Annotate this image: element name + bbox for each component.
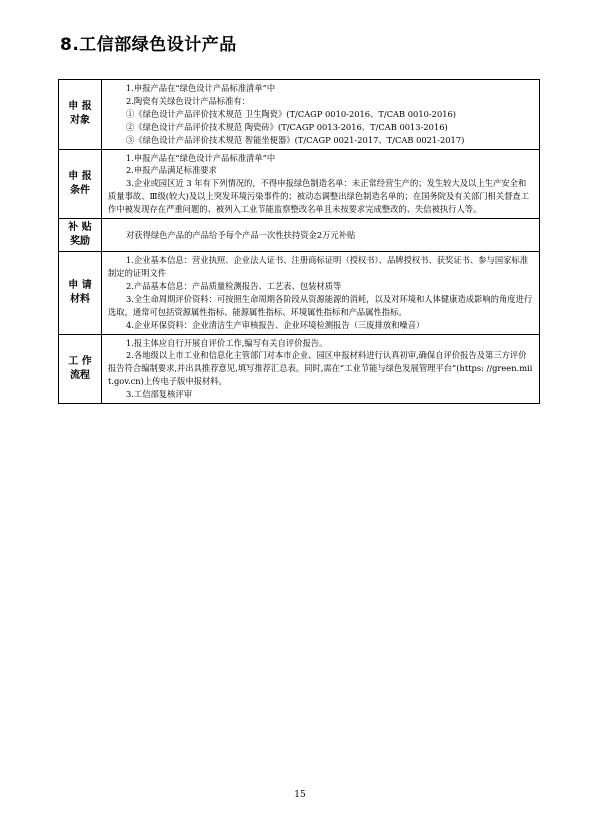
table-row xyxy=(59,334,540,404)
row-content: 1.报主体应自行开展自评价工作,编写有关自评价报告。 2.各地级以上市工业和信息化主管部门对本市企业、园区申报材料进行认真初审,确保自评价报告及第三方评价报告符合编制要求,并出具推荐意见,填写推荐汇总表。同时,需在“工业节能与绿色发展管理平台”(https: //green.miit.gov.cn)上传电子版申报材料。 3.工信部复核评审 xyxy=(102,334,540,404)
table-row xyxy=(59,252,540,334)
table-row xyxy=(59,149,540,219)
row-label: 工 作 流程 xyxy=(59,334,102,404)
page-number: 15 xyxy=(294,790,306,800)
row-content: 对获得绿色产品的产品给予每个产品一次性扶持资金2万元补贴 xyxy=(102,219,540,252)
page-title: 8.工信部绿色设计产品 xyxy=(60,35,237,55)
row-content: 1.申报产品在“绿色设计产品标准清单”中 2.申报产品满足标准要求 3.企业或园区近 3 年有下列情况的，不得申报绿色制造名单：未正常经营生产的；发生较大及以上生产安全和质量事故、Ⅲ级(较大)及以上突发环境污染事件的；被动态调整出绿色制造名单的；在国务院及有关部门相关督查工作中被发现存在严重问题的、被列入工业节能监察整改名单且未按要求完成整改的、失信被执行人等。 xyxy=(102,149,540,219)
row-label: 申 报 条件 xyxy=(59,149,102,219)
table-row xyxy=(59,80,540,150)
info-table xyxy=(58,79,540,404)
row-content: 1.申报产品在“绿色设计产品标准清单”中 2.陶瓷有关绿色设计产品标准有： ①《绿色设计产品评价技术规范 卫生陶瓷》(T/CAGP 0010-2016、T/CAB 0010-2016) ②《绿色设计产品评价技术规范 陶瓷砖》(T/CAGP 0013-2016、T/CAB 0013-2016) ③《绿色设计产品评价技术规范 智能坐便器》(T/CAGP 0021-2017、T/CAB 0021-2017) xyxy=(102,80,540,150)
row-label: 申 报 对象 xyxy=(59,80,102,150)
table-row xyxy=(59,219,540,252)
row-content: 1.企业基本信息：营业执照、企业法人证书、注册商标证明（授权书）、品牌授权书、获奖证书、参与国家标准制定的证明文件 2.产品基本信息：产品质量检测报告、工艺表、包装材质等 3.全生命周期评价资料：可按照生命周期各阶段从资源能源的消耗，以及对环境和人体健康造成影响的角度进行选取，通常可包括资源属性指标、能源属性指标、环境属性指标和产品属性指标。 4.企业环保资料：企业清洁生产审核报告、企业环境检测报告（三废排放和噪音） xyxy=(102,252,540,334)
row-label: 补 贴 奖励 xyxy=(59,219,102,252)
row-label: 申 请 材料 xyxy=(59,252,102,334)
